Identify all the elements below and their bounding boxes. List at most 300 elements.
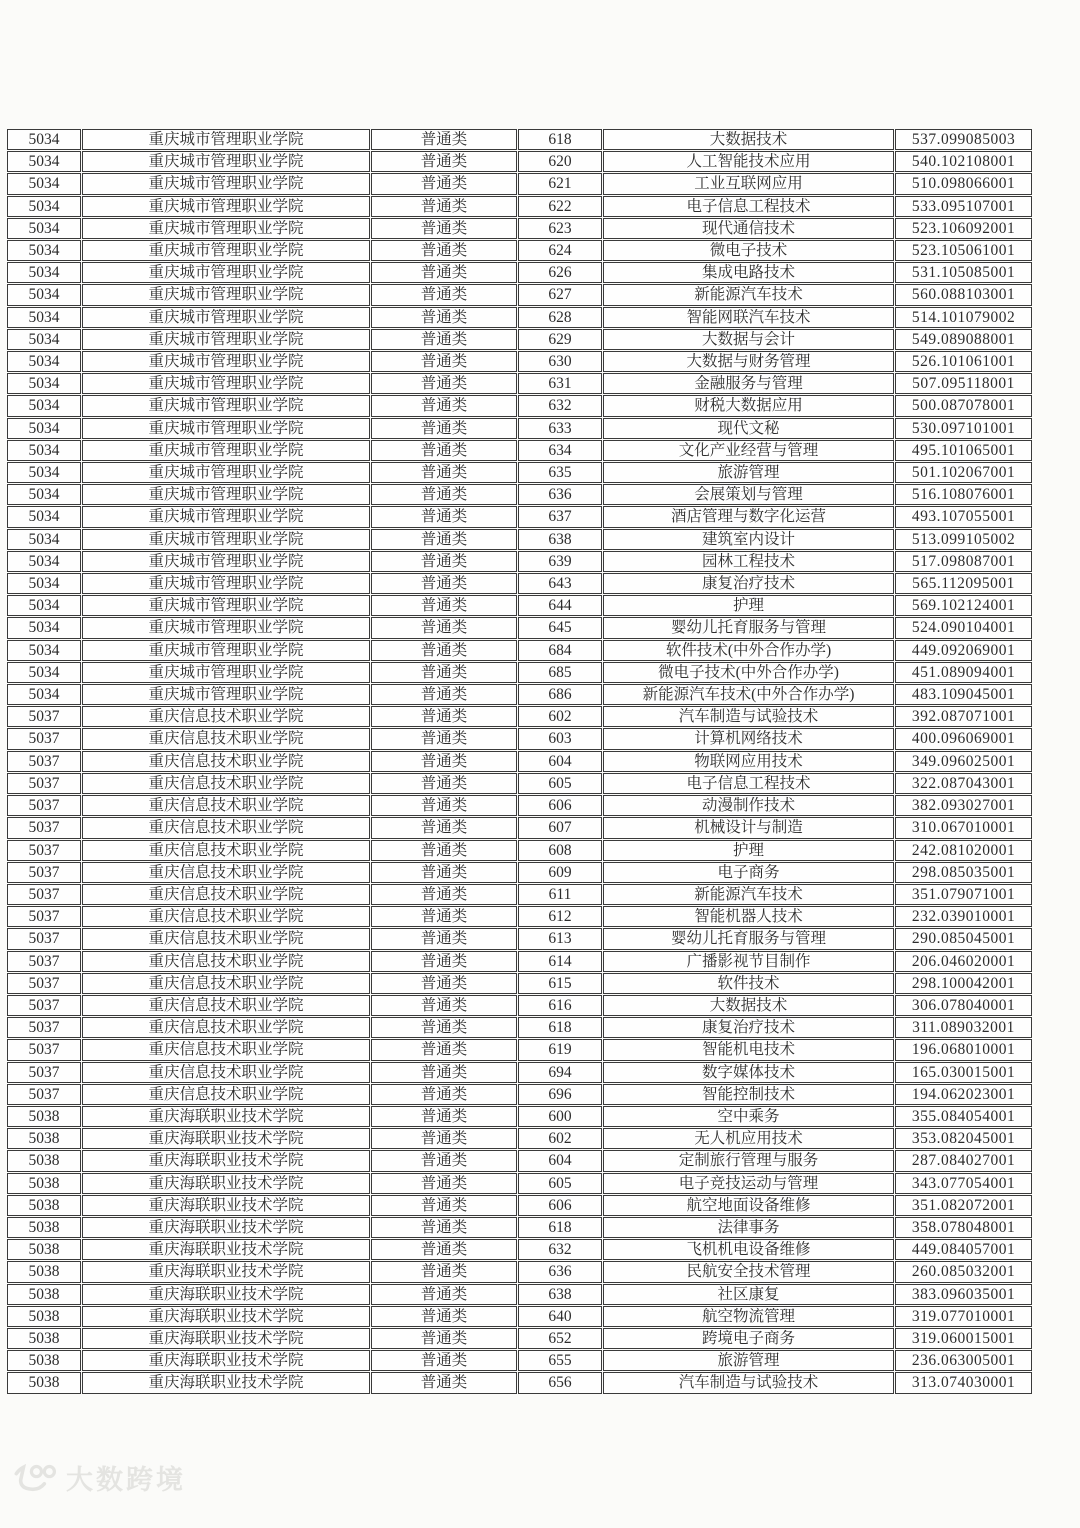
major-code: 638 — [518, 529, 602, 550]
school-name: 重庆城市管理职业学院 — [82, 440, 370, 461]
major-name: 动漫制作技术 — [603, 795, 894, 816]
score: 537.099085003 — [895, 129, 1032, 150]
major-name: 跨境电子商务 — [603, 1328, 894, 1349]
score: 449.084057001 — [895, 1239, 1032, 1260]
major-name: 现代文秘 — [603, 418, 894, 439]
category: 普通类 — [371, 751, 517, 772]
category: 普通类 — [371, 973, 517, 994]
score: 260.085032001 — [895, 1261, 1032, 1282]
score: 565.112095001 — [895, 573, 1032, 594]
major-code: 640 — [518, 1306, 602, 1327]
school-code: 5034 — [7, 684, 81, 705]
school-code: 5034 — [7, 329, 81, 350]
table-row — [7, 751, 1032, 772]
table-row — [7, 840, 1032, 861]
school-name: 重庆海联职业技术学院 — [82, 1261, 370, 1282]
school-code: 5038 — [7, 1239, 81, 1260]
major-code: 627 — [518, 284, 602, 305]
major-code: 605 — [518, 773, 602, 794]
major-code: 605 — [518, 1173, 602, 1194]
category: 普通类 — [371, 995, 517, 1016]
category: 普通类 — [371, 1372, 517, 1393]
table-row — [7, 995, 1032, 1016]
major-name: 酒店管理与数字化运营 — [603, 506, 894, 527]
table-row — [7, 262, 1032, 283]
school-code: 5034 — [7, 218, 81, 239]
school-name: 重庆城市管理职业学院 — [82, 418, 370, 439]
school-name: 重庆海联职业技术学院 — [82, 1150, 370, 1171]
school-name: 重庆城市管理职业学院 — [82, 595, 370, 616]
score: 514.101079002 — [895, 307, 1032, 328]
major-code: 616 — [518, 995, 602, 1016]
score: 523.106092001 — [895, 218, 1032, 239]
school-code: 5034 — [7, 440, 81, 461]
school-code: 5034 — [7, 551, 81, 572]
table-row — [7, 1084, 1032, 1105]
major-name: 建筑室内设计 — [603, 529, 894, 550]
major-code: 637 — [518, 506, 602, 527]
major-name: 集成电路技术 — [603, 262, 894, 283]
score: 232.039010001 — [895, 906, 1032, 927]
category: 普通类 — [371, 395, 517, 416]
major-name: 微电子技术(中外合作办学) — [603, 662, 894, 683]
school-name: 重庆城市管理职业学院 — [82, 373, 370, 394]
school-code: 5038 — [7, 1128, 81, 1149]
school-name: 重庆城市管理职业学院 — [82, 551, 370, 572]
score: 382.093027001 — [895, 795, 1032, 816]
major-code: 632 — [518, 1239, 602, 1260]
score: 319.060015001 — [895, 1328, 1032, 1349]
major-code: 602 — [518, 706, 602, 727]
major-name: 法律事务 — [603, 1217, 894, 1238]
school-code: 5034 — [7, 351, 81, 372]
major-name: 大数据技术 — [603, 995, 894, 1016]
major-code: 612 — [518, 906, 602, 927]
school-code: 5034 — [7, 484, 81, 505]
school-code: 5037 — [7, 795, 81, 816]
category: 普通类 — [371, 440, 517, 461]
school-code: 5037 — [7, 928, 81, 949]
school-code: 5034 — [7, 529, 81, 550]
table-row — [7, 1128, 1032, 1149]
major-code: 614 — [518, 951, 602, 972]
score: 531.105085001 — [895, 262, 1032, 283]
score: 298.085035001 — [895, 862, 1032, 883]
table-row — [7, 1306, 1032, 1327]
major-code: 628 — [518, 307, 602, 328]
score: 319.077010001 — [895, 1306, 1032, 1327]
school-name: 重庆海联职业技术学院 — [82, 1328, 370, 1349]
school-name: 重庆信息技术职业学院 — [82, 706, 370, 727]
major-code: 613 — [518, 928, 602, 949]
school-code: 5038 — [7, 1284, 81, 1305]
major-name: 大数据与会计 — [603, 329, 894, 350]
school-name: 重庆信息技术职业学院 — [82, 728, 370, 749]
major-code: 634 — [518, 440, 602, 461]
major-name: 智能网联汽车技术 — [603, 307, 894, 328]
school-name: 重庆信息技术职业学院 — [82, 973, 370, 994]
major-code: 606 — [518, 795, 602, 816]
school-name: 重庆信息技术职业学院 — [82, 1017, 370, 1038]
major-name: 软件技术 — [603, 973, 894, 994]
category: 普通类 — [371, 240, 517, 261]
school-code: 5037 — [7, 1017, 81, 1038]
score: 513.099105002 — [895, 529, 1032, 550]
table-row — [7, 196, 1032, 217]
major-code: 618 — [518, 1017, 602, 1038]
category: 普通类 — [371, 1017, 517, 1038]
major-code: 643 — [518, 573, 602, 594]
category: 普通类 — [371, 595, 517, 616]
major-code: 624 — [518, 240, 602, 261]
school-code: 5038 — [7, 1350, 81, 1371]
score: 322.087043001 — [895, 773, 1032, 794]
score: 449.092069001 — [895, 640, 1032, 661]
major-code: 615 — [518, 973, 602, 994]
major-name: 大数据与财务管理 — [603, 351, 894, 372]
school-code: 5034 — [7, 462, 81, 483]
school-name: 重庆信息技术职业学院 — [82, 773, 370, 794]
school-code: 5038 — [7, 1328, 81, 1349]
category: 普通类 — [371, 218, 517, 239]
school-name: 重庆海联职业技术学院 — [82, 1173, 370, 1194]
score: 206.046020001 — [895, 951, 1032, 972]
watermark — [12, 1458, 186, 1497]
score: 383.096035001 — [895, 1284, 1032, 1305]
category: 普通类 — [371, 728, 517, 749]
category: 普通类 — [371, 862, 517, 883]
school-name: 重庆海联职业技术学院 — [82, 1217, 370, 1238]
major-code: 633 — [518, 418, 602, 439]
major-code: 656 — [518, 1372, 602, 1393]
category: 普通类 — [371, 640, 517, 661]
table-row — [7, 284, 1032, 305]
category: 普通类 — [371, 573, 517, 594]
major-name: 机械设计与制造 — [603, 817, 894, 838]
score: 165.030015001 — [895, 1062, 1032, 1083]
major-code: 603 — [518, 728, 602, 749]
school-code: 5037 — [7, 773, 81, 794]
major-code: 686 — [518, 684, 602, 705]
category: 普通类 — [371, 928, 517, 949]
table-row — [7, 640, 1032, 661]
school-name: 重庆城市管理职业学院 — [82, 284, 370, 305]
table-row — [7, 773, 1032, 794]
school-name: 重庆城市管理职业学院 — [82, 307, 370, 328]
school-code: 5034 — [7, 307, 81, 328]
category: 普通类 — [371, 1239, 517, 1260]
category: 普通类 — [371, 1350, 517, 1371]
major-name: 定制旅行管理与服务 — [603, 1150, 894, 1171]
table-row — [7, 129, 1032, 150]
table-row — [7, 684, 1032, 705]
category: 普通类 — [371, 506, 517, 527]
school-code: 5034 — [7, 373, 81, 394]
major-name: 康复治疗技术 — [603, 1017, 894, 1038]
category: 普通类 — [371, 307, 517, 328]
score: 540.102108001 — [895, 151, 1032, 172]
table-row — [7, 240, 1032, 261]
school-code: 5034 — [7, 662, 81, 683]
table-row — [7, 573, 1032, 594]
category: 普通类 — [371, 840, 517, 861]
major-name: 飞机机电设备维修 — [603, 1239, 894, 1260]
table-row — [7, 617, 1032, 638]
score: 569.102124001 — [895, 595, 1032, 616]
school-name: 重庆信息技术职业学院 — [82, 862, 370, 883]
school-name: 重庆城市管理职业学院 — [82, 640, 370, 661]
major-code: 630 — [518, 351, 602, 372]
school-code: 5037 — [7, 906, 81, 927]
school-code: 5037 — [7, 840, 81, 861]
school-code: 5034 — [7, 129, 81, 150]
major-name: 金融服务与管理 — [603, 373, 894, 394]
school-code: 5037 — [7, 1062, 81, 1083]
category: 普通类 — [371, 817, 517, 838]
school-name: 重庆城市管理职业学院 — [82, 484, 370, 505]
category: 普通类 — [371, 884, 517, 905]
table-row — [7, 862, 1032, 883]
school-name: 重庆海联职业技术学院 — [82, 1195, 370, 1216]
watermark-text: 大数跨境 — [66, 1465, 186, 1495]
school-name: 重庆城市管理职业学院 — [82, 173, 370, 194]
major-code: 621 — [518, 173, 602, 194]
major-name: 物联网应用技术 — [603, 751, 894, 772]
major-code: 604 — [518, 1150, 602, 1171]
category: 普通类 — [371, 951, 517, 972]
score: 311.089032001 — [895, 1017, 1032, 1038]
major-code: 636 — [518, 484, 602, 505]
table-row — [7, 595, 1032, 616]
major-code: 602 — [518, 1128, 602, 1149]
score: 516.108076001 — [895, 484, 1032, 505]
school-code: 5034 — [7, 506, 81, 527]
major-name: 智能机器人技术 — [603, 906, 894, 927]
major-name: 软件技术(中外合作办学) — [603, 640, 894, 661]
score: 355.084054001 — [895, 1106, 1032, 1127]
school-code: 5037 — [7, 862, 81, 883]
table-row — [7, 728, 1032, 749]
category: 普通类 — [371, 151, 517, 172]
category: 普通类 — [371, 462, 517, 483]
major-name: 电子信息工程技术 — [603, 773, 894, 794]
category: 普通类 — [371, 262, 517, 283]
score: 500.087078001 — [895, 395, 1032, 416]
category: 普通类 — [371, 706, 517, 727]
school-name: 重庆城市管理职业学院 — [82, 462, 370, 483]
major-name: 电子竞技运动与管理 — [603, 1173, 894, 1194]
major-name: 婴幼儿托育服务与管理 — [603, 617, 894, 638]
category: 普通类 — [371, 1195, 517, 1216]
table-row — [7, 151, 1032, 172]
major-code: 608 — [518, 840, 602, 861]
school-name: 重庆城市管理职业学院 — [82, 395, 370, 416]
table-row — [7, 373, 1032, 394]
category: 普通类 — [371, 1217, 517, 1238]
table-row — [7, 1284, 1032, 1305]
school-code: 5037 — [7, 884, 81, 905]
major-code: 620 — [518, 151, 602, 172]
school-name: 重庆信息技术职业学院 — [82, 817, 370, 838]
score: 353.082045001 — [895, 1128, 1032, 1149]
school-code: 5037 — [7, 817, 81, 838]
score: 533.095107001 — [895, 196, 1032, 217]
table-row — [7, 1261, 1032, 1282]
table-row — [7, 1328, 1032, 1349]
major-code: 618 — [518, 129, 602, 150]
major-name: 微电子技术 — [603, 240, 894, 261]
score: 507.095118001 — [895, 373, 1032, 394]
major-code: 639 — [518, 551, 602, 572]
table-row — [7, 884, 1032, 905]
score: 549.089088001 — [895, 329, 1032, 350]
table-row — [7, 1195, 1032, 1216]
table-row — [7, 529, 1032, 550]
school-name: 重庆信息技术职业学院 — [82, 995, 370, 1016]
major-code: 626 — [518, 262, 602, 283]
table-row — [7, 951, 1032, 972]
major-name: 汽车制造与试验技术 — [603, 706, 894, 727]
score: 493.107055001 — [895, 506, 1032, 527]
table-row — [7, 440, 1032, 461]
school-code: 5034 — [7, 595, 81, 616]
school-name: 重庆城市管理职业学院 — [82, 351, 370, 372]
major-code: 631 — [518, 373, 602, 394]
school-name: 重庆信息技术职业学院 — [82, 751, 370, 772]
major-code: 629 — [518, 329, 602, 350]
school-name: 重庆海联职业技术学院 — [82, 1372, 370, 1393]
category: 普通类 — [371, 351, 517, 372]
school-code: 5034 — [7, 418, 81, 439]
school-code: 5037 — [7, 728, 81, 749]
major-code: 632 — [518, 395, 602, 416]
school-code: 5037 — [7, 1039, 81, 1060]
table-row — [7, 1217, 1032, 1238]
school-name: 重庆信息技术职业学院 — [82, 840, 370, 861]
major-name: 工业互联网应用 — [603, 173, 894, 194]
major-name: 会展策划与管理 — [603, 484, 894, 505]
table-row — [7, 1106, 1032, 1127]
score: 400.096069001 — [895, 728, 1032, 749]
school-code: 5038 — [7, 1217, 81, 1238]
school-name: 重庆信息技术职业学院 — [82, 1039, 370, 1060]
school-name: 重庆信息技术职业学院 — [82, 906, 370, 927]
score: 236.063005001 — [895, 1350, 1032, 1371]
school-code: 5034 — [7, 617, 81, 638]
school-code: 5038 — [7, 1195, 81, 1216]
table-row — [7, 662, 1032, 683]
table-row — [7, 551, 1032, 572]
major-name: 大数据技术 — [603, 129, 894, 150]
school-name: 重庆城市管理职业学院 — [82, 684, 370, 705]
school-name: 重庆信息技术职业学院 — [82, 1084, 370, 1105]
school-name: 重庆信息技术职业学院 — [82, 884, 370, 905]
school-name: 重庆海联职业技术学院 — [82, 1350, 370, 1371]
major-name: 园林工程技术 — [603, 551, 894, 572]
major-name: 财税大数据应用 — [603, 395, 894, 416]
major-code: 618 — [518, 1217, 602, 1238]
category: 普通类 — [371, 1284, 517, 1305]
category: 普通类 — [371, 795, 517, 816]
school-code: 5034 — [7, 284, 81, 305]
table-row — [7, 973, 1032, 994]
school-name: 重庆海联职业技术学院 — [82, 1128, 370, 1149]
school-name: 重庆信息技术职业学院 — [82, 795, 370, 816]
school-code: 5034 — [7, 173, 81, 194]
category: 普通类 — [371, 418, 517, 439]
score: 343.077054001 — [895, 1173, 1032, 1194]
school-name: 重庆城市管理职业学院 — [82, 329, 370, 350]
score: 524.090104001 — [895, 617, 1032, 638]
score: 306.078040001 — [895, 995, 1032, 1016]
table-body — [7, 129, 1032, 1394]
major-name: 人工智能技术应用 — [603, 151, 894, 172]
major-code: 619 — [518, 1039, 602, 1060]
category: 普通类 — [371, 196, 517, 217]
school-name: 重庆信息技术职业学院 — [82, 928, 370, 949]
major-name: 广播影视节目制作 — [603, 951, 894, 972]
major-code: 655 — [518, 1350, 602, 1371]
school-code: 5034 — [7, 196, 81, 217]
table-row — [7, 329, 1032, 350]
major-name: 汽车制造与试验技术 — [603, 1372, 894, 1393]
school-code: 5034 — [7, 395, 81, 416]
major-code: 623 — [518, 218, 602, 239]
major-name: 护理 — [603, 840, 894, 861]
score: 501.102067001 — [895, 462, 1032, 483]
school-code: 5038 — [7, 1372, 81, 1393]
school-name: 重庆城市管理职业学院 — [82, 240, 370, 261]
school-code: 5037 — [7, 973, 81, 994]
score: 351.082072001 — [895, 1195, 1032, 1216]
major-code: 645 — [518, 617, 602, 638]
school-name: 重庆海联职业技术学院 — [82, 1239, 370, 1260]
score: 313.074030001 — [895, 1372, 1032, 1393]
major-name: 航空地面设备维修 — [603, 1195, 894, 1216]
table-row — [7, 395, 1032, 416]
major-code: 622 — [518, 196, 602, 217]
table-row — [7, 795, 1032, 816]
major-code: 685 — [518, 662, 602, 683]
school-code: 5034 — [7, 151, 81, 172]
table-row — [7, 218, 1032, 239]
major-code: 652 — [518, 1328, 602, 1349]
score: 358.078048001 — [895, 1217, 1032, 1238]
school-code: 5038 — [7, 1261, 81, 1282]
score: 483.109045001 — [895, 684, 1032, 705]
school-name: 重庆海联职业技术学院 — [82, 1306, 370, 1327]
score: 523.105061001 — [895, 240, 1032, 261]
school-code: 5034 — [7, 262, 81, 283]
category: 普通类 — [371, 1062, 517, 1083]
score: 560.088103001 — [895, 284, 1032, 305]
major-name: 新能源汽车技术 — [603, 884, 894, 905]
school-code: 5038 — [7, 1106, 81, 1127]
major-code: 644 — [518, 595, 602, 616]
school-code: 5037 — [7, 951, 81, 972]
table-row — [7, 706, 1032, 727]
major-code: 611 — [518, 884, 602, 905]
score: 290.085045001 — [895, 928, 1032, 949]
table-row — [7, 1062, 1032, 1083]
major-code: 604 — [518, 751, 602, 772]
category: 普通类 — [371, 1106, 517, 1127]
major-name: 婴幼儿托育服务与管理 — [603, 928, 894, 949]
school-name: 重庆城市管理职业学院 — [82, 662, 370, 683]
category: 普通类 — [371, 329, 517, 350]
category: 普通类 — [371, 529, 517, 550]
school-name: 重庆城市管理职业学院 — [82, 529, 370, 550]
